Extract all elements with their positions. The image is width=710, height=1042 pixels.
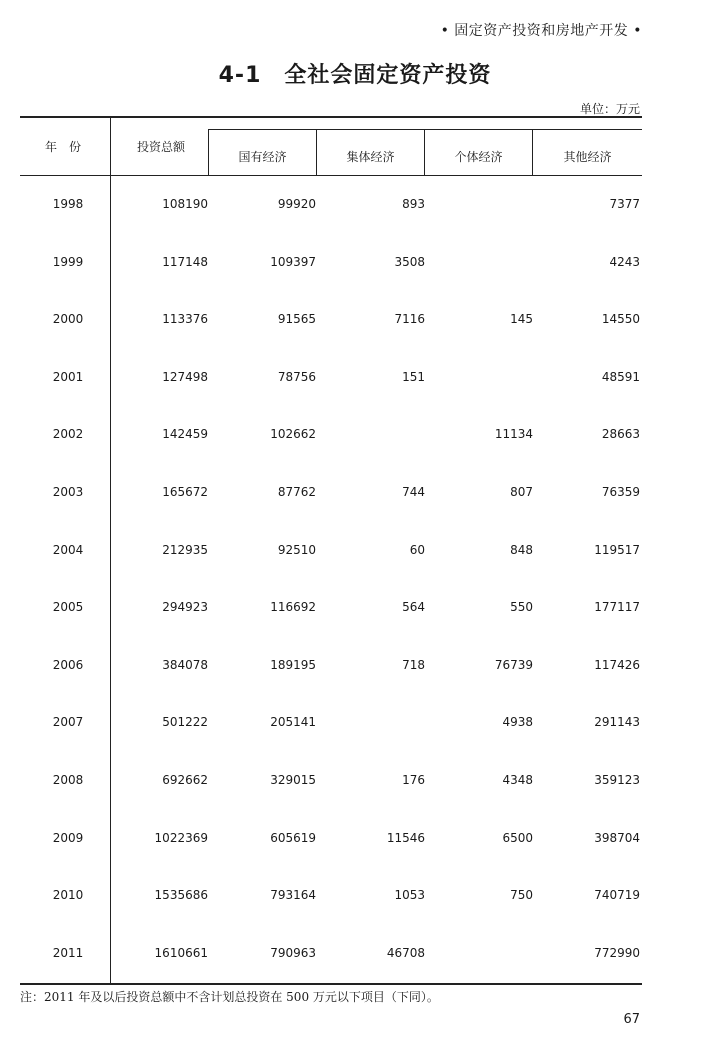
table-row [20,197,642,217]
cell-other: 119517 [594,542,640,557]
cell-individual: 4938 [502,715,533,730]
cell-individual: 6500 [502,830,533,845]
cell-state: 91565 [277,312,316,327]
cell-other: 772990 [594,945,640,960]
cell-collective: 176 [402,773,425,787]
cell-other: 177117 [594,600,640,615]
cell-state: 205141 [270,715,316,730]
row-year: 2004 [52,542,84,557]
row-year: 2008 [52,773,84,787]
cell-other: 291143 [594,715,640,730]
sub-header-top-rule [208,129,642,130]
row-year: 2006 [52,657,84,672]
header-collective: 集体经济 [346,150,395,164]
row-year: 1998 [52,197,84,211]
cell-total: 127498 [162,369,208,384]
cell-total: 501222 [162,715,208,730]
cell-other: 76359 [601,485,640,499]
cell-total: 108190 [162,197,208,211]
table-row [20,485,642,505]
cell-other: 7377 [609,197,640,211]
cell-other: 398704 [594,830,640,845]
cell-collective: 893 [402,197,425,211]
header-total: 投资总额 [137,140,186,154]
row-year: 2002 [52,427,84,442]
cell-individual: 550 [510,600,533,615]
cell-other: 14550 [601,312,640,327]
cell-collective: 11546 [386,830,425,845]
cell-state: 87762 [277,485,316,499]
cell-other: 740719 [594,888,640,903]
cell-state: 329015 [270,773,316,787]
table-row [20,600,642,620]
cell-other: 48591 [601,369,640,384]
table-top-rule [20,116,642,118]
cell-state: 189195 [270,657,316,672]
cell-individual: 807 [510,485,533,499]
row-year: 2003 [52,485,84,499]
row-year: 2009 [52,830,84,845]
table-row [20,312,642,332]
cell-collective: 3508 [394,254,425,269]
table-row [20,715,642,735]
table-row [20,370,642,390]
header-bottom-rule [20,175,642,176]
table-row [20,255,642,275]
row-year: 1999 [52,254,84,269]
table-row [20,773,642,793]
header-state: 国有经济 [238,150,287,164]
cell-total: 692662 [162,773,208,787]
cell-individual: 145 [510,312,533,327]
header-other: 其他经济 [563,150,612,164]
cell-total: 117148 [162,254,208,269]
row-year: 2000 [52,312,84,327]
cell-state: 605619 [270,830,316,845]
running-header: • 固定资产投资和房地产开发 • [440,23,642,39]
cell-total: 212935 [162,542,208,557]
cell-collective: 744 [402,485,425,499]
table-row [20,427,642,447]
cell-total: 1022369 [154,830,208,845]
footnote: 注：2011 年及以后投资总额中不含计划总投资在 500 万元以下项目（下同）。 [20,990,439,1004]
cell-individual: 11134 [494,427,533,442]
cell-collective: 46708 [386,945,425,960]
unit-label: 单位：万元 [579,102,640,116]
cell-total: 113376 [162,312,208,327]
row-year: 2011 [52,945,84,960]
table-row [20,831,642,851]
cell-collective: 1053 [394,888,425,903]
header-individual: 个体经济 [454,150,503,164]
cell-total: 294923 [162,600,208,615]
table-row [20,946,642,966]
cell-state: 78756 [277,369,316,384]
row-year: 2010 [52,888,84,903]
cell-collective: 151 [402,369,425,384]
cell-state: 116692 [270,600,316,615]
cell-total: 384078 [162,657,208,672]
cell-individual: 750 [510,888,533,903]
header-year: 年 份 [45,140,82,154]
table-row [20,888,642,908]
cell-collective: 718 [402,657,425,672]
cell-state: 99920 [277,197,316,211]
cell-state: 793164 [270,888,316,903]
cell-collective: 564 [402,600,425,615]
table-row [20,543,642,563]
page-number: 67 [623,1012,640,1027]
row-year: 2005 [52,600,84,615]
cell-individual: 76739 [494,657,533,672]
cell-state: 790963 [270,945,316,960]
cell-collective: 60 [409,542,425,557]
table-title: 4-1 全社会固定资产投资 [218,63,492,88]
cell-total: 142459 [162,427,208,442]
table-bottom-rule [20,983,642,985]
cell-other: 359123 [594,773,640,787]
cell-individual: 4348 [502,773,533,787]
cell-state: 102662 [270,427,316,442]
row-year: 2001 [52,369,84,384]
row-year: 2007 [52,715,84,730]
cell-state: 92510 [277,542,316,557]
cell-total: 165672 [162,485,208,499]
cell-other: 4243 [609,254,640,269]
cell-state: 109397 [270,254,316,269]
cell-collective: 7116 [394,312,425,327]
cell-total: 1535686 [154,888,208,903]
cell-individual: 848 [510,542,533,557]
cell-total: 1610661 [154,945,208,960]
cell-other: 28663 [601,427,640,442]
table-row [20,658,642,678]
cell-other: 117426 [594,657,640,672]
